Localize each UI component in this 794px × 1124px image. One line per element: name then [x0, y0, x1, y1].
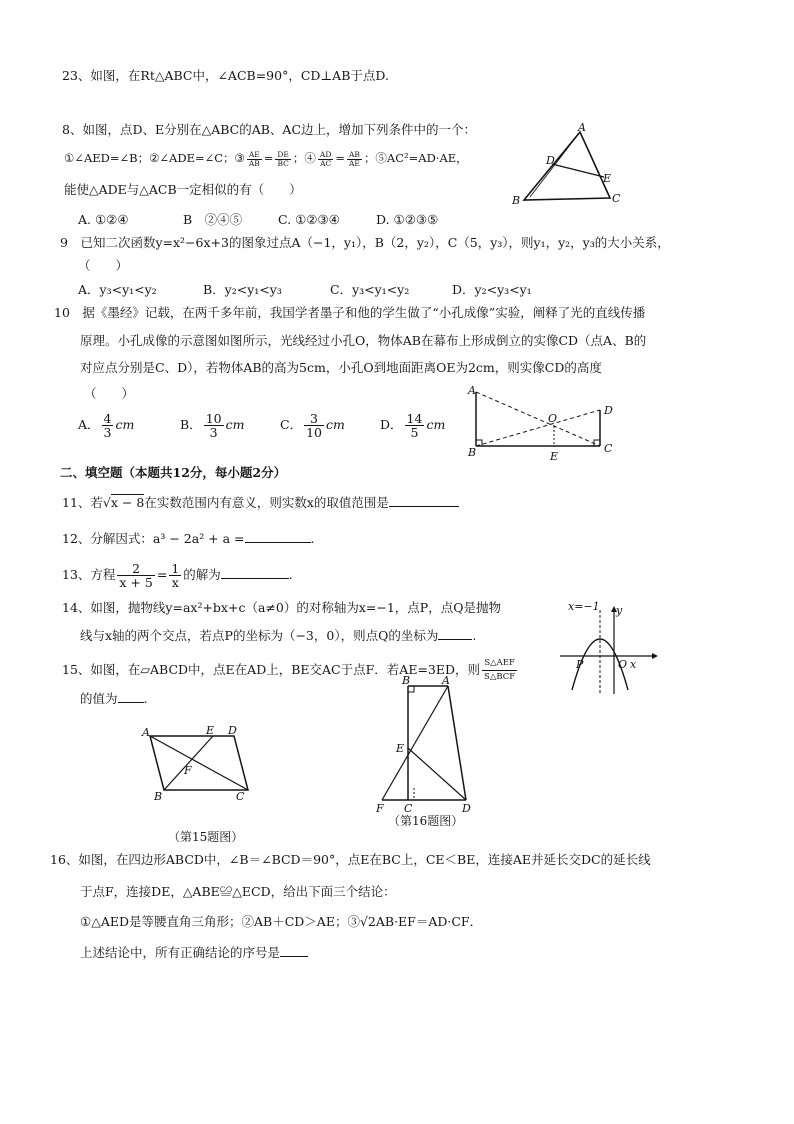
q8-triangle-abc [524, 132, 610, 200]
q9-answer-paren: （ ） [78, 258, 129, 273]
q8-question: 能使△ADE与△ACB一定相似的有（ ） [64, 182, 302, 197]
q10-label-a: A [468, 384, 476, 397]
q12-text: 12、分解因式：a³ − 2a² + a = . [62, 531, 315, 546]
q16-line-3: ①△AED是等腰直角三角形；②AB＋CD＞AE；③√2AB·EF＝AD·CF． [80, 914, 483, 929]
q8-option-b: B ②④⑤ [183, 212, 243, 227]
q16-figure-caption: （第16题图） [388, 814, 464, 828]
q8-cond-1: ①∠AED=∠B； [64, 151, 150, 165]
q15-label-d: D [228, 724, 237, 737]
q9-option-b: B．y₂<y₁<y₃ [203, 282, 282, 297]
q15-diagonal-ac [150, 736, 248, 790]
q14-line-1: 14、如图，抛物线y=ax²+bx+c（a≠0）的对称轴为x=−1，点P，点Q是抛物 [62, 600, 501, 615]
q9-option-a: A．y₃<y₁<y₂ [78, 282, 157, 297]
q10-option-d: D． $\frac{14}{5}$ cm [380, 411, 446, 440]
q8-cond-3-frac-1: $\frac{AE}{AB}$ [248, 149, 260, 168]
q15-label-a: A [142, 726, 150, 739]
q14-label-o: O [618, 658, 628, 671]
q15-line-1: 15、如图，在▱ABCD中，点E在AD上，BE交AC于点F．若AE=3ED，则 $\frac{\text{S△AEF}}{\text{S△BCF}}$ [62, 658, 516, 682]
q16-line-1: 16、如图，在四边形ABCD中，∠B＝∠BCD＝90°，点E在BC上，CE＜BE，连接AE并延长交DC的延长线 [50, 852, 651, 867]
q8-cond-4-label: ；④ [292, 151, 316, 165]
q9-stem: 9 已知二次函数y=x²−6x+3的图象过点A（−1，y₁），B（2，y₂），C（5，y₃），则y₁，y₂，y₃的大小关系， [60, 235, 670, 250]
q16-label-a: A [442, 674, 450, 687]
q14-answer-blank[interactable] [438, 627, 472, 640]
q13-answer-blank[interactable] [221, 566, 289, 579]
q23-text: 23、如图，在Rt△ABC中，∠ACB=90°，CD⊥AB于点D. [62, 68, 389, 83]
q15-label-f: F [184, 764, 192, 777]
q10-option-c: C． $\frac{3}{10}$ cm [280, 411, 345, 440]
q8-edge-shade [530, 132, 580, 197]
q14-label-y: y [616, 604, 623, 617]
q8-stem: 8、如图，点D、E分别在△ABC的AB、AC边上，增加下列条件中的一个： [62, 122, 477, 137]
q14-line-2: 线与x轴的两个交点，若点P的坐标为（−3，0），则点Q的坐标为 . [80, 628, 477, 643]
q10-pinhole-figure [462, 384, 622, 464]
q16-line-2: 于点F，连接DE，△ABE≌△ECD，给出下面三个结论： [80, 884, 396, 899]
q8-triangle-figure [508, 122, 628, 208]
q9-option-d: D．y₂<y₃<y₁ [452, 282, 532, 297]
q12-answer-blank[interactable] [245, 530, 311, 543]
q8-cond-5: ；⑤AC²=AD·AE， [363, 151, 468, 165]
q10-ray-ac [476, 392, 600, 446]
q8-cond-4-frac-1: $\frac{AD}{AC}$ [319, 149, 332, 168]
q8-label-c: C [612, 192, 621, 205]
q15-label-e: E [206, 724, 215, 737]
q14-parabola-figure [560, 598, 660, 696]
q11-answer-blank[interactable] [389, 494, 459, 507]
q10-line-3: 对应点分别是C、D），若物体AB的高为5cm，小孔O到地面距离OE为2cm，则实像CD的高度 [80, 360, 602, 375]
q10-option-a: A． $\frac{4}{3}$ cm [78, 411, 135, 440]
q15-parallelogram-figure [138, 722, 258, 806]
q10-option-b: B． $\frac{10}{3}$ cm [180, 411, 245, 440]
q10-label-c: C [604, 442, 613, 455]
q8-option-c: C. ①②③④ [278, 212, 340, 227]
q16-quadrilateral-figure [370, 672, 480, 815]
q8-cond-2: ②∠ADE=∠C； [149, 151, 235, 165]
q8-cond-3-frac-2: $\frac{DE}{BC}$ [277, 149, 289, 168]
q16-label-c: C [404, 802, 413, 815]
q15-label-b: B [154, 790, 163, 803]
q8-label-b: B [512, 194, 521, 207]
q11-text: 11、若√x − 8在实数范围内有意义，则实数x的取值范围是 [62, 494, 459, 511]
q16-side-ad [448, 686, 466, 800]
q8-cond-4-frac-2: $\frac{AB}{AE}$ [349, 149, 360, 168]
q15-segment-be [164, 736, 213, 790]
q10-line-2: 原理。小孔成像的示意图如图所示，光线经过小孔O，物体AB在幕布上形成倒立的实像CD（点A、B的 [80, 333, 647, 348]
section-2-title: 二、填空题（本题共12分，每小题2分） [60, 465, 287, 480]
q10-answer-paren: （ ） [84, 386, 135, 401]
q14-x-arrow-icon [652, 653, 658, 659]
q10-ray-bd [476, 410, 600, 446]
q16-segment-af [382, 686, 448, 800]
q10-label-b: B [468, 446, 477, 459]
q10-label-o: O [548, 412, 558, 425]
q14-label-axis: x=−1 [568, 600, 600, 613]
q14-label-p: P [576, 658, 584, 671]
q16-answer-blank[interactable] [280, 944, 308, 957]
q8-cond-3-label: ③ [234, 151, 245, 165]
q8-option-d: D. ①②③⑤ [376, 212, 439, 227]
q16-label-f: F [376, 802, 384, 815]
q16-label-d: D [462, 802, 471, 815]
q16-label-e: E [396, 742, 405, 755]
q14-label-x: x [630, 658, 637, 671]
q10-label-e: E [550, 450, 559, 463]
q11-sqrt-icon: √ [102, 495, 111, 510]
q15-label-c: C [236, 790, 245, 803]
q13-text: 13、方程 $\frac{2}{x + 5}$ = $\frac{1}{x}$ 的解为 . [62, 561, 293, 590]
q10-label-d: D [604, 404, 613, 417]
q16-line-4: 上述结论中，所有正确结论的序号是 [80, 944, 308, 961]
q16-label-b: B [402, 674, 411, 687]
q9-option-c: C．y₃<y₁<y₂ [330, 282, 410, 297]
q15-answer-blank[interactable] [118, 690, 144, 703]
q16-segment-de [408, 748, 466, 800]
q15-line-2: 的值为 . [80, 691, 148, 706]
q8-conditions: ①∠AED=∠B；②∠ADE=∠C；③ $\frac{AE}{AB}$ = $\frac{DE}{BC}$ ；④ $\frac{AD}{AC}$ = $\frac{AB}{AE}$ ；⑤AC²=AD·AE， [64, 149, 468, 168]
q8-option-a: A. ①②④ [78, 212, 129, 227]
q8-label-d: D [546, 154, 555, 167]
q8-label-e: E [603, 172, 612, 185]
q8-label-a: A [578, 121, 586, 134]
q10-line-1: 10 据《墨经》记载，在两千多年前，我国学者墨子和他的学生做了“小孔成像”实验，阐释了光的直线传播 [54, 305, 646, 320]
q15-figure-caption: （第15题图） [168, 830, 244, 844]
